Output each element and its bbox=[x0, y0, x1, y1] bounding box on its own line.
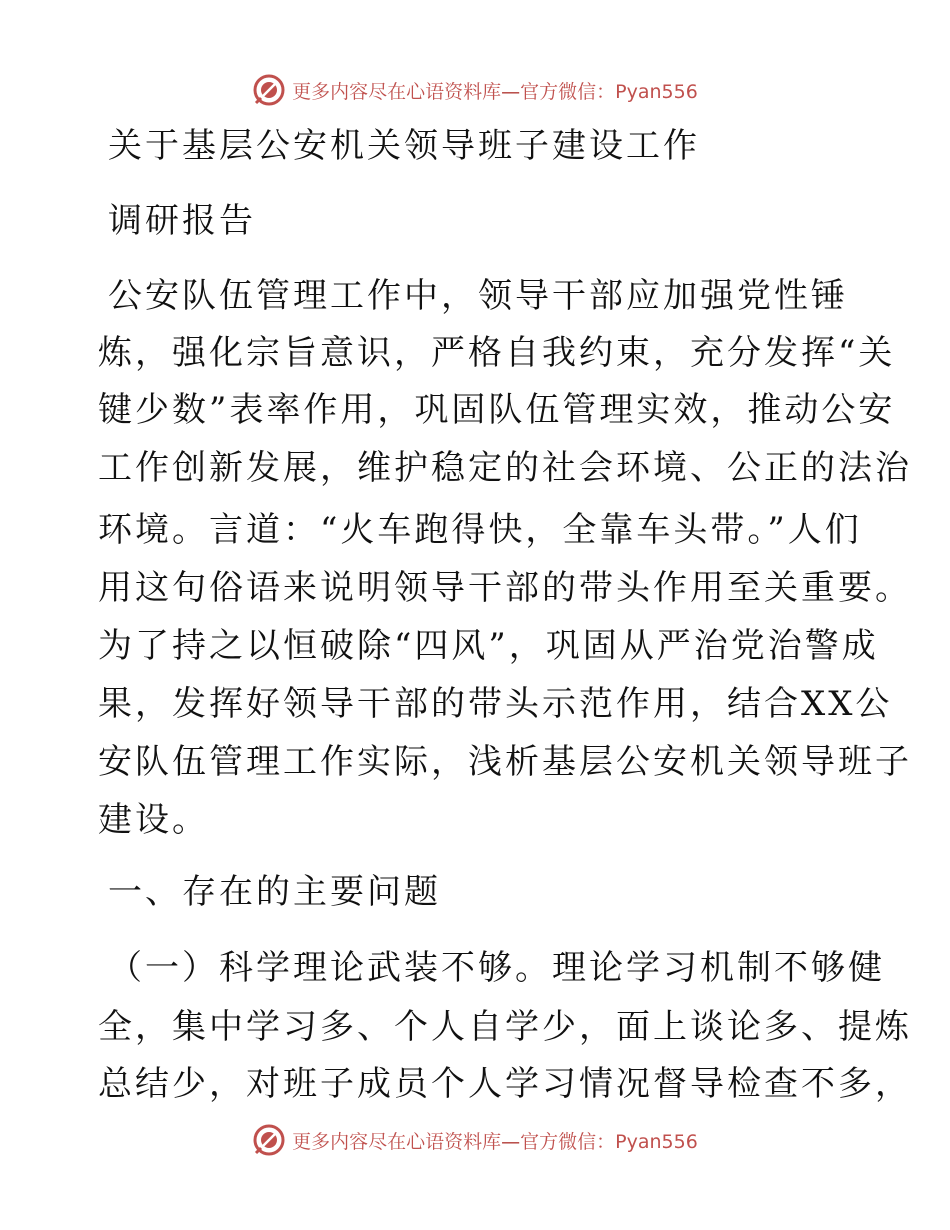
pen-logo-icon bbox=[252, 1123, 286, 1157]
watermark-header bbox=[0, 70, 950, 110]
document-title-line-2: 调研报告 bbox=[108, 201, 256, 241]
paragraph-line: 为了持之以恒破除“四风”，巩固从严治党治警成 bbox=[98, 626, 879, 666]
paragraph-line: 工作创新发展，维护稳定的社会环境、公正的法治 bbox=[98, 448, 912, 488]
paragraph-line: 公安队伍管理工作中，领导干部应加强党性锤 bbox=[108, 276, 848, 316]
paragraph-line: 环境。言道：“火车跑得快，全靠车头带。”人们 bbox=[98, 510, 862, 550]
paragraph-line: 果，发挥好领导干部的带头示范作用，结合XX公 bbox=[98, 684, 893, 724]
paragraph-line: 炼，强化宗旨意识，严格自我约束，充分发挥“关 bbox=[98, 333, 896, 373]
pen-logo-icon bbox=[252, 73, 286, 107]
watermark-text: 更多内容尽在心语资料库—官方微信：Pyan556 bbox=[292, 80, 698, 103]
watermark-text: 更多内容尽在心语资料库—官方微信：Pyan556 bbox=[292, 1130, 698, 1153]
paragraph-line: （一）科学理论武装不够。理论学习机制不够健 bbox=[108, 948, 885, 988]
section-heading: 一、存在的主要问题 bbox=[108, 872, 441, 912]
paragraph-line: 总结少，对班子成员个人学习情况督导检查不多， bbox=[98, 1064, 912, 1104]
paragraph-line: 建设。 bbox=[98, 800, 209, 840]
paragraph-line: 全，集中学习多、个人自学少，面上谈论多、提炼 bbox=[98, 1007, 912, 1047]
document-title-line-1: 关于基层公安机关领导班子建设工作 bbox=[108, 126, 700, 166]
watermark-footer bbox=[0, 1120, 950, 1160]
paragraph-line: 用这句俗语来说明领导干部的带头作用至关重要。 bbox=[98, 568, 912, 608]
paragraph-line: 键少数”表率作用，巩固队伍管理实效，推动公安 bbox=[98, 390, 896, 430]
paragraph-line: 安队伍管理工作实际，浅析基层公安机关领导班子 bbox=[98, 742, 912, 782]
